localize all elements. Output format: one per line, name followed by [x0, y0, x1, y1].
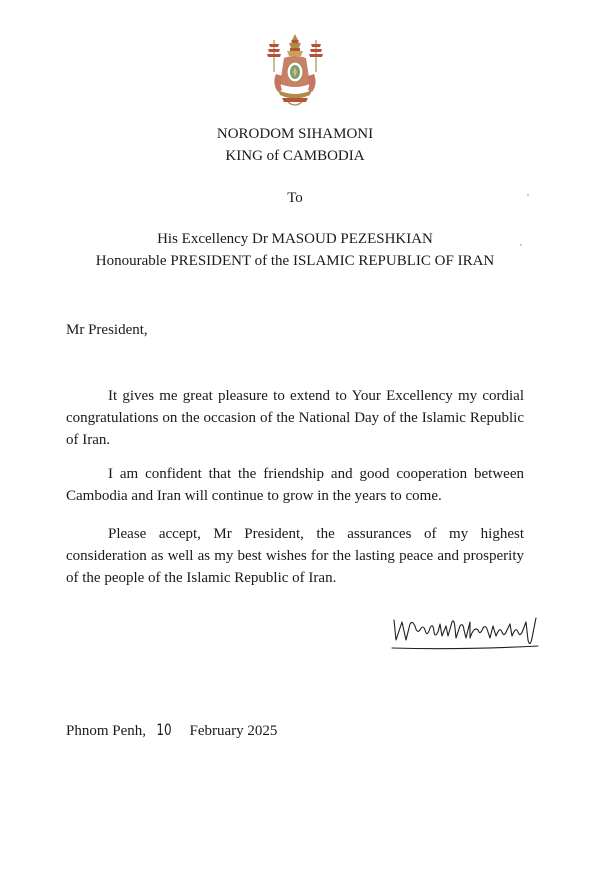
- to-label: To: [287, 190, 303, 206]
- paper-speck: [520, 244, 522, 246]
- sender-title: KING of CAMBODIA: [225, 148, 365, 164]
- dateline-month-year: February 2025: [189, 723, 278, 739]
- sender-name: NORODOM SIHAMONI: [216, 126, 374, 142]
- paper-speck: [527, 194, 529, 196]
- handwritten-signature: [390, 612, 542, 656]
- recipient-name: His Excellency Dr MASOUD PEZESHKIAN: [157, 231, 433, 247]
- dateline-place: Phnom Penh,: [66, 723, 147, 739]
- body-paragraph: I am confident that the friendship and good cooperation between Cambodia and Iran will continue to grow in the years to come.: [66, 466, 524, 504]
- dateline: [66, 720, 277, 741]
- royal-arms-emblem-icon: [262, 32, 328, 110]
- salutation: Mr President,: [66, 322, 148, 338]
- body-paragraph: Please accept, Mr President, the assurances of my highest consideration as well as my best wishes for the lasting peace and prosperity of the people of the Islamic Republic of Iran.: [66, 526, 524, 586]
- body-paragraph: It gives me great pleasure to extend to Your Excellency my cordial congratulations on the occasion of the National Day of the Islamic Republic of Iran.: [66, 388, 524, 448]
- dateline-day-handwritten: 10: [156, 720, 172, 739]
- recipient-title: Honourable PRESIDENT of the ISLAMIC REPUBLIC OF IRAN: [95, 253, 495, 269]
